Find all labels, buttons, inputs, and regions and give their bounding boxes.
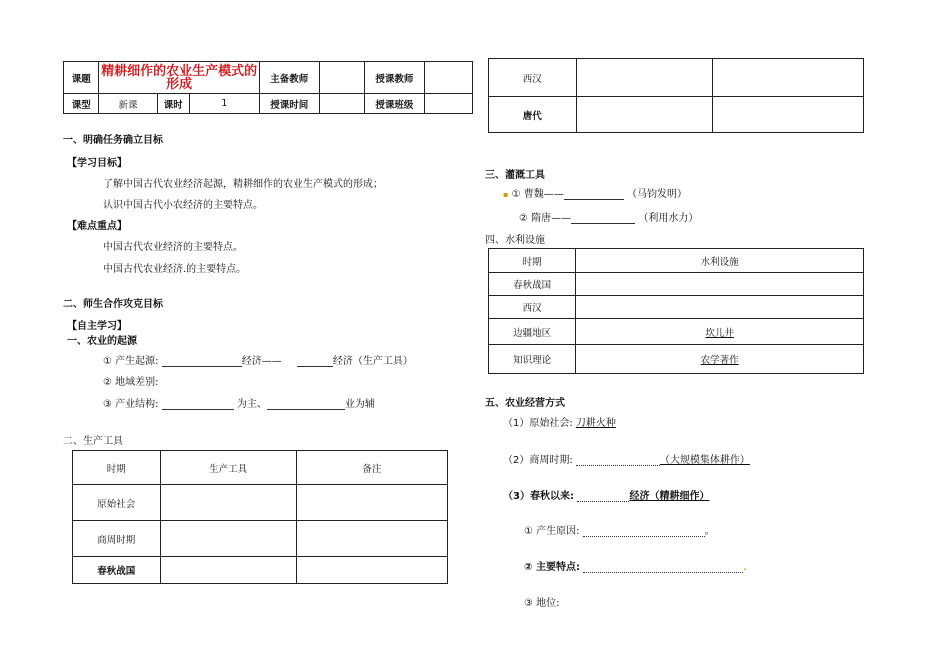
reason-blank[interactable]: [583, 525, 705, 537]
water-row-facility: 农学著作: [576, 345, 864, 374]
label-time: 授课时间: [259, 94, 319, 114]
water-row-facility[interactable]: [576, 296, 864, 319]
origin-1-label: ① 产生起源:: [103, 356, 159, 367]
origin-item-1: [103, 352, 413, 367]
water-table: [488, 248, 864, 374]
course-title: 精耕细作的农业生产模式的形成: [99, 62, 259, 94]
tools-table: [72, 450, 448, 584]
reason-end: 。: [704, 526, 715, 537]
value-teacher[interactable]: [424, 62, 472, 94]
self-study-heading: 【自主学习】: [67, 321, 127, 332]
label-hours: 课时: [157, 94, 190, 114]
difficulty-heading: 【难点重点】: [67, 221, 127, 232]
mode-item-3: [503, 487, 709, 502]
section-2-heading: 二、师生合作攻克目标: [63, 299, 163, 310]
label-class: 授课班级: [364, 94, 424, 114]
origin-heading: 一、农业的起源: [67, 336, 137, 347]
origin-item-3: [103, 395, 375, 410]
value-class[interactable]: [424, 94, 472, 114]
features-blank[interactable]: [583, 561, 743, 573]
tools-table-continued: [488, 58, 864, 133]
goals-heading: 【学习目标】: [67, 158, 127, 169]
value-hours: 1: [190, 94, 260, 114]
cont-row-notes[interactable]: [712, 97, 863, 133]
label-teacher: 授课教师: [364, 62, 424, 94]
section-1-heading: 一、明确任务确立目标: [63, 135, 163, 146]
irrigation-1-end: （马钧发明）: [626, 189, 687, 200]
tools-row-notes[interactable]: [296, 557, 447, 584]
mode-item-2: [503, 451, 750, 466]
tools-row-period: 春秋战国: [73, 557, 161, 584]
tools-heading: 二、生产工具: [63, 436, 123, 447]
water-row-period: 西汉: [489, 296, 576, 319]
mode-item-1: [503, 414, 616, 429]
reason-label: ① 产生原因:: [524, 526, 580, 537]
origin-1-mid: 经济——: [241, 356, 282, 367]
mode-3-label: （3）春秋以来:: [503, 491, 574, 502]
cont-row-period: 唐代: [489, 97, 577, 133]
mode-3-features: [524, 558, 746, 573]
irrigation-1-blank[interactable]: [564, 188, 624, 200]
water-row-facility: 坎儿井: [576, 319, 864, 345]
water-row-period: 边疆地区: [489, 319, 576, 345]
mode-1-answer: 刀耕火种: [575, 418, 616, 429]
tools-row-tools[interactable]: [160, 521, 296, 557]
mode-2-blank[interactable]: [576, 454, 660, 466]
mode-3-answer: 经济（精耕细作）: [629, 491, 710, 502]
goal-2: 认识中国古代小农经济的主要特点。: [103, 200, 263, 211]
origin-3-label: ③ 产业结构:: [103, 399, 159, 410]
tools-row-tools[interactable]: [160, 557, 296, 584]
origin-3-end: 业为辅: [344, 399, 375, 410]
irrigation-2-end: （利用水力）: [638, 213, 699, 224]
cont-row-notes[interactable]: [712, 59, 863, 97]
cont-row-period: 西汉: [489, 59, 577, 97]
difficulty-2: 中国古代农业经济.的主要特点。: [103, 264, 247, 275]
irrigation-item-1: [503, 185, 687, 200]
features-label: ② 主要特点:: [524, 562, 580, 573]
tools-row-tools[interactable]: [160, 485, 296, 521]
header-table: [63, 61, 473, 114]
value-time[interactable]: [319, 94, 364, 114]
irrigation-2-blank[interactable]: [571, 212, 635, 224]
irrigation-item-2: [519, 209, 698, 224]
origin-3-mid: 为主、: [236, 399, 267, 410]
mode-3-status: ③ 地位:: [524, 598, 560, 609]
label-type: 课型: [64, 94, 99, 114]
features-end: .: [743, 563, 747, 572]
tools-header-notes: 备注: [296, 451, 447, 485]
label-teacher-main: 主备教师: [259, 62, 319, 94]
origin-1-blank-a[interactable]: [162, 355, 242, 367]
origin-1-end: 经济（生产工具）: [332, 356, 413, 367]
section-5-heading: 五、农业经营方式: [485, 398, 565, 409]
irrigation-1-label: ① 曹魏——: [511, 189, 564, 200]
section-3-heading: 三、灌溉工具: [485, 170, 545, 181]
section-4-heading: 四、水利设施: [485, 235, 545, 246]
value-teacher-main[interactable]: [319, 62, 364, 94]
mode-3-blank[interactable]: [577, 490, 629, 502]
cont-row-tools[interactable]: [576, 97, 712, 133]
origin-item-2: ② 地域差别:: [103, 377, 159, 388]
water-row-period: 春秋战国: [489, 273, 576, 296]
origin-1-blank-b[interactable]: [297, 355, 333, 367]
mode-1-label: （1）原始社会:: [503, 418, 573, 429]
tools-row-period: 原始社会: [73, 485, 161, 521]
water-row-facility[interactable]: [576, 273, 864, 296]
value-type: 新课: [99, 94, 157, 114]
tools-header-period: 时期: [73, 451, 161, 485]
tools-row-period: 商周时期: [73, 521, 161, 557]
water-header-period: 时期: [489, 249, 576, 273]
mode-2-answer: （大规模集体耕作）: [659, 455, 750, 466]
water-header-facility: 水利设施: [576, 249, 864, 273]
difficulty-1: 中国古代农业经济的主要特点。: [103, 242, 243, 253]
mode-3-reason: [524, 522, 715, 537]
label-course: 课题: [64, 62, 99, 94]
tools-row-notes[interactable]: [296, 485, 447, 521]
origin-3-blank-a[interactable]: [162, 398, 234, 410]
goal-1: 了解中国古代农业经济起源，精耕细作的农业生产模式的形成；: [103, 179, 383, 190]
irrigation-2-label: ② 隋唐——: [519, 213, 572, 224]
origin-3-blank-b[interactable]: [267, 398, 345, 410]
water-row-period: 知识理论: [489, 345, 576, 374]
cont-row-tools[interactable]: [576, 59, 712, 97]
margin-mark: ▪: [503, 190, 509, 199]
mode-2-label: （2）商周时期:: [503, 455, 573, 466]
tools-row-notes[interactable]: [296, 521, 447, 557]
tools-header-tools: 生产工具: [160, 451, 296, 485]
